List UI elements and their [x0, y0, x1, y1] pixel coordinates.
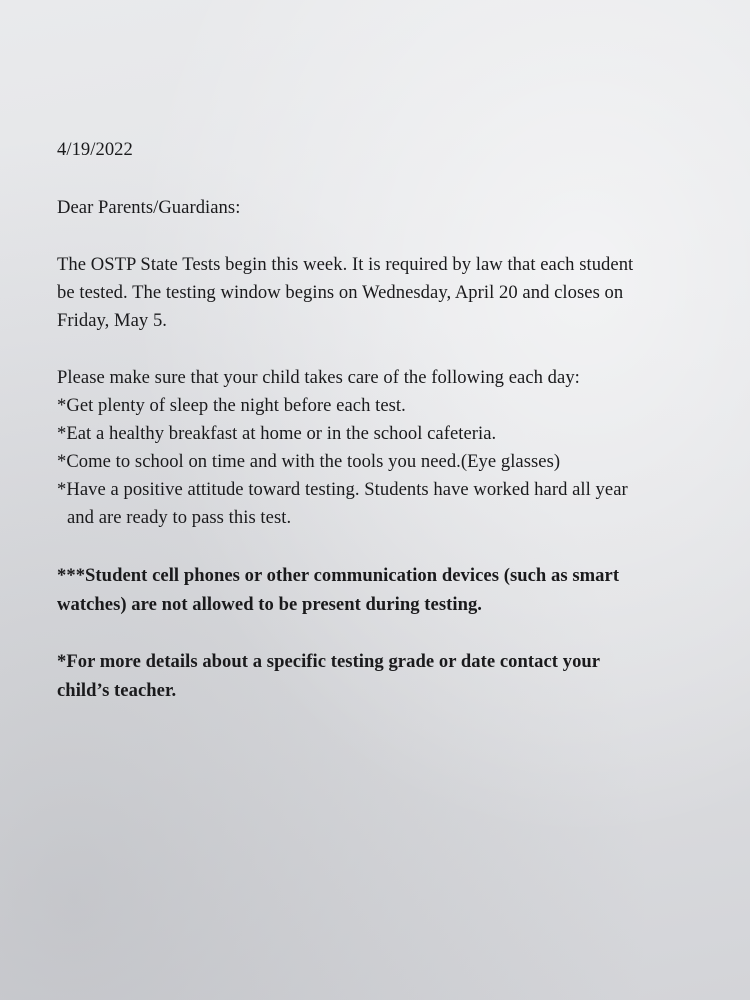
checklist-item-on-time: *Come to school on time and with the tools you need.(Eye glasses): [57, 451, 561, 472]
devices-notice: [57, 561, 727, 619]
details-notice-line: *For more details about a specific testing grade or date contact your: [57, 651, 601, 672]
checklist-item-sleep: *Get plenty of sleep the night before each test.: [57, 395, 406, 416]
devices-notice-line: watches) are not allowed to be present during testing.: [57, 594, 482, 615]
intro-line: be tested. The testing window begins on Wednesday, April 20 and closes on: [57, 282, 624, 303]
intro-paragraph: [57, 251, 727, 335]
checklist-paragraph: [57, 364, 727, 532]
checklist-intro: Please make sure that your child takes care of the following each day:: [57, 367, 580, 388]
letter-date: 4/19/2022: [57, 139, 133, 160]
checklist-item-breakfast: *Eat a healthy breakfast at home or in the school cafeteria.: [57, 423, 497, 444]
details-notice-line: child’s teacher.: [57, 680, 177, 701]
checklist-item-attitude: *Have a positive attitude toward testing. Students have worked hard all year: [57, 479, 628, 500]
intro-line: Friday, May 5.: [57, 310, 168, 331]
details-notice: [57, 647, 727, 705]
intro-line: The OSTP State Tests begin this week. It is required by law that each student: [57, 254, 634, 275]
letter-body: [57, 136, 727, 705]
salutation: Dear Parents/Guardians:: [57, 197, 241, 218]
checklist-item-attitude-continued: and are ready to pass this test.: [67, 507, 292, 528]
devices-notice-line: ***Student cell phones or other communication devices (such as smart: [57, 565, 620, 586]
